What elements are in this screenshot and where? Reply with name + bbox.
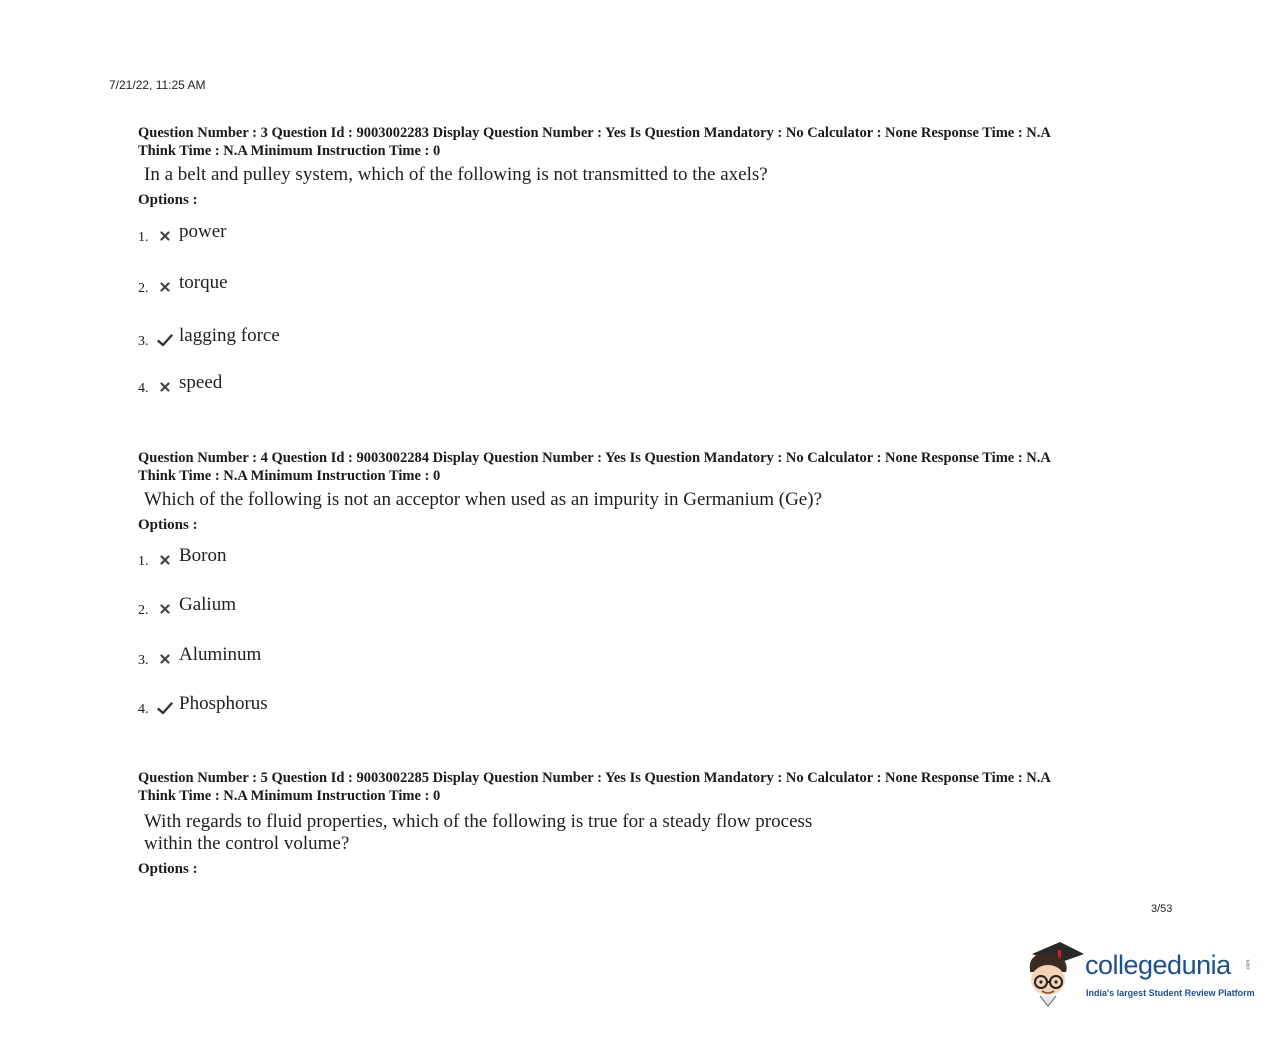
cross-icon	[156, 228, 174, 244]
question-block	[138, 449, 1158, 729]
option-number: 2.	[138, 603, 149, 618]
option-item	[138, 546, 227, 570]
question-meta	[138, 769, 1158, 805]
option-number: 1.	[138, 554, 149, 569]
question-meta-line: Think Time : N.A Minimum Instruction Time : 0	[138, 788, 441, 804]
cross-icon	[156, 601, 174, 617]
brand-logo	[1024, 940, 1264, 1010]
option-item	[138, 222, 226, 246]
option-text: torque	[179, 272, 228, 293]
question-meta-line: Question Number : 3 Question Id : 9003002283 Display Question Number : Yes Is Question Mandatory : No Calculator : None Response Time : N.A	[138, 125, 1051, 141]
question-text	[144, 811, 1158, 855]
option-item	[138, 694, 268, 718]
question-meta-line: Think Time : N.A Minimum Instruction Time : 0	[138, 143, 441, 159]
options-label: Options :	[138, 517, 198, 533]
option-item	[138, 326, 280, 350]
question-meta-line: Question Number : 4 Question Id : 9003002284 Display Question Number : Yes Is Question Mandatory : No Calculator : None Response Time : N.A	[138, 450, 1051, 466]
option-text: Phosphorus	[179, 693, 268, 714]
option-number: 3.	[138, 334, 149, 349]
question-text: Which of the following is not an acceptor when used as an impurity in Germanium (Ge)?	[144, 489, 822, 510]
option-item	[138, 273, 228, 297]
page-number: 3/53	[1151, 903, 1173, 915]
cross-icon	[156, 651, 174, 667]
option-item	[138, 373, 222, 397]
question-meta-line: Think Time : N.A Minimum Instruction Time : 0	[138, 468, 441, 484]
option-text: Aluminum	[179, 644, 262, 665]
question-text-line: With regards to fluid properties, which of the following is true for a steady flow process	[144, 811, 813, 832]
question-text-line: within the control volume?	[144, 833, 350, 854]
cross-icon	[156, 379, 174, 395]
question-meta	[138, 449, 1158, 485]
question-text: In a belt and pulley system, which of the following is not transmitted to the axels?	[144, 164, 768, 185]
option-text: speed	[179, 372, 223, 393]
option-item	[138, 595, 236, 619]
mascot-icon	[1024, 940, 1086, 1010]
check-icon	[156, 700, 174, 716]
brand-name: collegedunia	[1085, 950, 1231, 980]
option-text: power	[179, 221, 227, 242]
option-number: 4.	[138, 381, 149, 396]
check-icon	[156, 332, 174, 348]
cross-icon	[156, 279, 174, 295]
timestamp: 7/21/22, 11:25 AM	[109, 78, 206, 92]
option-number: 2.	[138, 281, 149, 296]
brand-suffix: .com	[1245, 959, 1252, 971]
option-number: 4.	[138, 702, 149, 717]
question-meta-line: Question Number : 5 Question Id : 9003002285 Display Question Number : Yes Is Question Mandatory : No Calculator : None Response Time : N.A	[138, 770, 1051, 786]
option-number: 3.	[138, 653, 149, 668]
cross-icon	[156, 552, 174, 568]
options-label: Options :	[138, 192, 198, 208]
option-text: lagging force	[179, 325, 280, 346]
question-block	[138, 769, 1158, 889]
option-number: 1.	[138, 230, 149, 245]
question-meta	[138, 124, 1158, 160]
options-label: Options :	[138, 861, 198, 877]
question-block	[138, 124, 1158, 404]
option-text: Boron	[179, 545, 227, 566]
brand-tagline: India's largest Student Review Platform	[1086, 988, 1255, 998]
option-text: Galium	[179, 594, 236, 615]
option-item	[138, 645, 261, 669]
